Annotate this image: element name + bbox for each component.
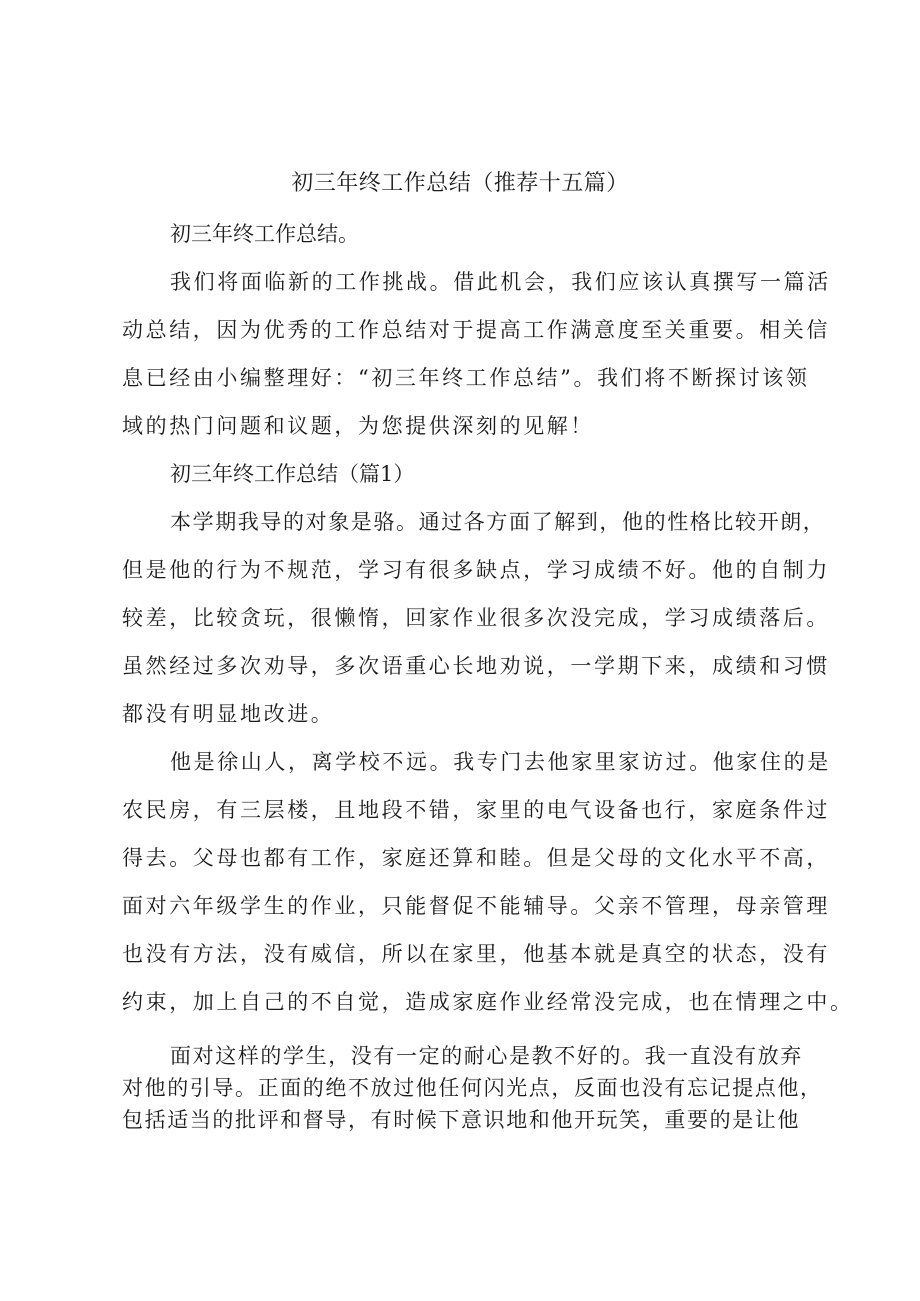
paragraph-line: 都没有明显地改进。	[122, 702, 335, 726]
document-title: 初三年终工作总结（推荐十五篇）	[291, 171, 629, 196]
paragraph-intro-heading: 初三年终工作总结。	[170, 222, 359, 246]
paragraph-line: 面对这样的学生，没有一定的耐心是教不好的。我一直没有放弃	[170, 1044, 803, 1068]
paragraph-line: 域的热门问题和议题，为您提供深刻的见解！	[122, 414, 594, 438]
section-heading: 初三年终工作总结（篇1）	[170, 462, 415, 486]
paragraph-line: 约束，加上自己的不自觉，造成家庭作业经常没完成，也在情理之中。	[122, 990, 854, 1014]
paragraph-line: 息已经由小编整理好：“初三年终工作总结”。我们将不断探讨该领	[122, 366, 810, 390]
paragraph-line: 虽然经过多次劝导，多次语重心长地劝说，一学期下来，成绩和习惯	[122, 654, 830, 678]
paragraph-line: 包括适当的批评和督导，有时候下意识地和他开玩笑，重要的是让他	[122, 1108, 800, 1132]
paragraph-line: 我们将面临新的工作挑战。借此机会，我们应该认真撰写一篇活	[170, 270, 831, 294]
paragraph-line: 动总结，因为优秀的工作总结对于提高工作满意度至关重要。相关信	[122, 318, 830, 342]
paragraph-line: 得去。父母也都有工作，家庭还算和睦。但是父母的文化水平不高，	[122, 846, 830, 870]
paragraph-line: 对他的引导。正面的绝不放过他任何闪光点，反面也没有忘记提点他，	[122, 1076, 823, 1100]
paragraph-line: 较差，比较贪玩，很懒惰，回家作业很多次没完成，学习成绩落后。	[122, 606, 830, 630]
paragraph-line: 但是他的行为不规范，学习有很多缺点，学习成绩不好。他的自制力	[122, 558, 830, 582]
paragraph-line: 面对六年级学生的作业，只能督促不能辅导。父亲不管理，母亲管理	[122, 894, 830, 918]
paragraph-line: 他是徐山人，离学校不远。我专门去他家里家访过。他家住的是	[170, 750, 831, 774]
paragraph-line: 也没有方法，没有威信，所以在家里，他基本就是真空的状态，没有	[122, 942, 830, 966]
paragraph-line: 农民房，有三层楼，且地段不错，家里的电气设备也行，家庭条件过	[122, 798, 830, 822]
paragraph-line: 本学期我导的对象是骆。通过各方面了解到，他的性格比较开朗，	[170, 510, 826, 534]
